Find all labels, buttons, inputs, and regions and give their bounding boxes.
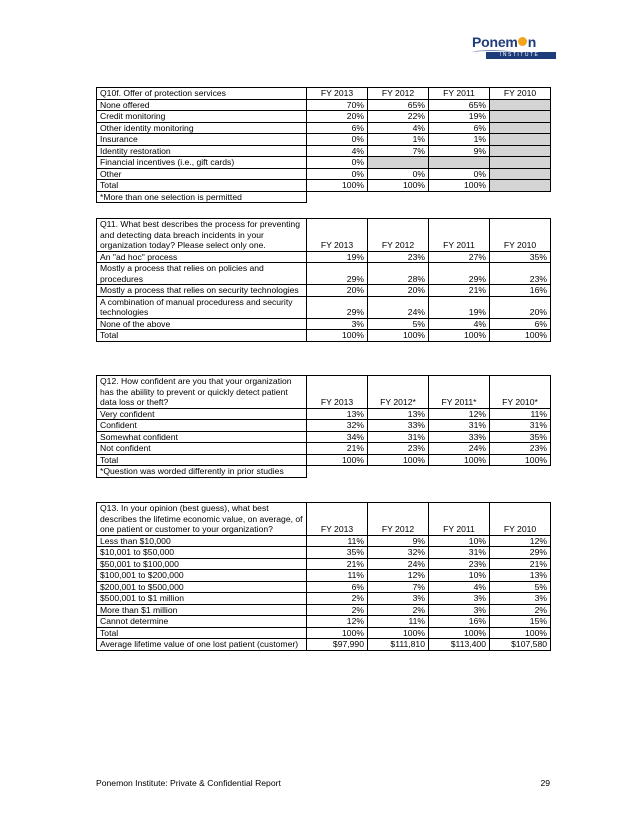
cell: 100%	[429, 180, 490, 192]
cell: 12%	[429, 408, 490, 420]
column-header: FY 2013	[307, 503, 368, 536]
cell: 100%	[490, 330, 551, 342]
cell: 24%	[368, 558, 429, 570]
cell: 20%	[490, 296, 551, 318]
row-label: Other	[97, 168, 307, 180]
cell: 24%	[429, 443, 490, 455]
cell: $107,580	[490, 639, 551, 651]
cell: 24%	[368, 296, 429, 318]
cell: 4%	[429, 318, 490, 330]
cell: 6%	[307, 122, 368, 134]
cell: 20%	[368, 285, 429, 297]
row-label: Total	[97, 180, 307, 192]
cell: 27%	[429, 251, 490, 263]
row-label: $500,001 to $1 million	[97, 593, 307, 605]
cell: 12%	[307, 616, 368, 628]
cell: 32%	[307, 420, 368, 432]
cell	[490, 134, 551, 146]
cell: 29%	[490, 547, 551, 559]
question-text: Q10f. Offer of protection services	[97, 88, 307, 100]
table-header-row	[97, 503, 551, 536]
table-q13	[96, 502, 551, 651]
table-row	[97, 558, 551, 570]
cell: 9%	[368, 535, 429, 547]
column-header: FY 2010	[490, 88, 551, 100]
cell: 20%	[307, 285, 368, 297]
cell: 3%	[429, 593, 490, 605]
cell: 2%	[368, 604, 429, 616]
row-label: Mostly a process that relies on security technologies	[97, 285, 307, 297]
cell: 9%	[429, 145, 490, 157]
cell: 100%	[490, 454, 551, 466]
table-row	[97, 408, 551, 420]
cell: 7%	[368, 145, 429, 157]
question-text: Q11. What best describes the process for preventing and detecting data breach incidents in your organization today? Please select only one.	[97, 219, 307, 252]
cell: 7%	[368, 581, 429, 593]
cell: 0%	[307, 134, 368, 146]
page-number: 29	[540, 778, 550, 788]
cell: 10%	[429, 535, 490, 547]
table-header-row	[97, 219, 551, 252]
table-note: *Question was worded differently in prior studies	[97, 466, 307, 478]
column-header: FY 2010	[490, 219, 551, 252]
cell: 13%	[307, 408, 368, 420]
cell: 70%	[307, 99, 368, 111]
cell: 3%	[307, 318, 368, 330]
row-label: A combination of manual proceduress and security technologies	[97, 296, 307, 318]
cell: 33%	[368, 420, 429, 432]
cell: 12%	[490, 535, 551, 547]
cell: 19%	[307, 251, 368, 263]
table-row	[97, 263, 551, 285]
cell: 100%	[307, 180, 368, 192]
cell: 21%	[490, 558, 551, 570]
cell: 10%	[429, 570, 490, 582]
table-row	[97, 157, 551, 169]
cell: 16%	[490, 285, 551, 297]
cell: 23%	[368, 443, 429, 455]
row-label: Average lifetime value of one lost patient (customer)	[97, 639, 307, 651]
cell: 1%	[368, 134, 429, 146]
column-header: FY 2013	[307, 219, 368, 252]
cell: 5%	[490, 581, 551, 593]
row-label: None offered	[97, 99, 307, 111]
cell: 35%	[490, 251, 551, 263]
cell: 29%	[307, 296, 368, 318]
table-row	[97, 296, 551, 318]
cell: 35%	[490, 431, 551, 443]
cell: 100%	[429, 627, 490, 639]
row-label: Very confident	[97, 408, 307, 420]
column-header: FY 2012	[368, 503, 429, 536]
table-row	[97, 581, 551, 593]
cell: 4%	[429, 581, 490, 593]
cell	[490, 111, 551, 123]
table-row	[97, 570, 551, 582]
cell	[490, 157, 551, 169]
cell: 100%	[307, 627, 368, 639]
cell	[490, 168, 551, 180]
cell: 100%	[490, 627, 551, 639]
cell: 21%	[307, 558, 368, 570]
cell: $111,810	[368, 639, 429, 651]
table-row	[97, 285, 551, 297]
cell: 19%	[429, 111, 490, 123]
row-label: Total	[97, 330, 307, 342]
column-header: FY 2013	[307, 376, 368, 409]
column-header: FY 2010*	[490, 376, 551, 409]
cell: 31%	[429, 547, 490, 559]
table-row	[97, 180, 551, 192]
table-row	[97, 122, 551, 134]
row-label: $100,001 to $200,000	[97, 570, 307, 582]
row-label: Somewhat confident	[97, 431, 307, 443]
table-q10f	[96, 87, 551, 203]
row-label: Not confident	[97, 443, 307, 455]
table-row	[97, 134, 551, 146]
cell: 23%	[490, 263, 551, 285]
cell: 3%	[368, 593, 429, 605]
row-label: Total	[97, 454, 307, 466]
cell: 11%	[490, 408, 551, 420]
cell: 0%	[307, 157, 368, 169]
table-row	[97, 454, 551, 466]
table-row	[97, 111, 551, 123]
row-label: Other identity monitoring	[97, 122, 307, 134]
cell: 16%	[429, 616, 490, 628]
cell: 100%	[429, 454, 490, 466]
cell: 100%	[307, 454, 368, 466]
sun-icon	[518, 37, 527, 46]
cell: 1%	[429, 134, 490, 146]
column-header: FY 2013	[307, 88, 368, 100]
logo-wordmark: Ponem n	[472, 34, 537, 50]
row-label: Cannot determine	[97, 616, 307, 628]
row-label: An "ad hoc" process	[97, 251, 307, 263]
cell: 13%	[368, 408, 429, 420]
row-label: None of the above	[97, 318, 307, 330]
cell: 3%	[429, 604, 490, 616]
cell: 21%	[307, 443, 368, 455]
cell: 31%	[490, 420, 551, 432]
cell	[490, 180, 551, 192]
table-row	[97, 420, 551, 432]
cell: 35%	[307, 547, 368, 559]
cell: $113,400	[429, 639, 490, 651]
table-row	[97, 251, 551, 263]
cell: 28%	[368, 263, 429, 285]
column-header: FY 2012*	[368, 376, 429, 409]
table-header-row	[97, 376, 551, 409]
table-row	[97, 318, 551, 330]
table-row	[97, 431, 551, 443]
cell	[490, 145, 551, 157]
table-row	[97, 168, 551, 180]
cell: 34%	[307, 431, 368, 443]
row-label: $10,001 to $50,000	[97, 547, 307, 559]
cell: 6%	[429, 122, 490, 134]
table-q12	[96, 375, 551, 478]
cell: 11%	[307, 535, 368, 547]
column-header: FY 2010	[490, 503, 551, 536]
row-label: Total	[97, 627, 307, 639]
column-header: FY 2011*	[429, 376, 490, 409]
table-row	[97, 593, 551, 605]
cell: 15%	[490, 616, 551, 628]
column-header: FY 2011	[429, 88, 490, 100]
row-label: Identity restoration	[97, 145, 307, 157]
question-text: Q12. How confident are you that your organization has the abiility to prevent or quickly detect patient data loss or theft?	[97, 376, 307, 409]
table-q11	[96, 218, 551, 342]
footer-report-title: Ponemon Institute: Private & Confidential Report	[96, 778, 281, 788]
cell: 13%	[490, 570, 551, 582]
row-label: Less than $10,000	[97, 535, 307, 547]
cell: 19%	[429, 296, 490, 318]
table-row	[97, 145, 551, 157]
table-row	[97, 604, 551, 616]
column-header: FY 2011	[429, 219, 490, 252]
table-row	[97, 330, 551, 342]
row-label: $200,001 to $500,000	[97, 581, 307, 593]
cell: 29%	[307, 263, 368, 285]
row-label: Confident	[97, 420, 307, 432]
logo-tagline: INSTITUTE	[500, 52, 540, 58]
cell: 3%	[490, 593, 551, 605]
table-row	[97, 535, 551, 547]
table-row	[97, 547, 551, 559]
table-row	[97, 639, 551, 651]
cell: 100%	[307, 330, 368, 342]
cell: 12%	[368, 570, 429, 582]
cell: 2%	[490, 604, 551, 616]
table-row	[97, 616, 551, 628]
note-row	[97, 191, 551, 203]
cell: 33%	[429, 431, 490, 443]
cell: 100%	[368, 454, 429, 466]
cell	[490, 122, 551, 134]
cell: 32%	[368, 547, 429, 559]
row-label: Financial incentives (i.e., gift cards)	[97, 157, 307, 169]
cell: 2%	[307, 593, 368, 605]
cell: 20%	[307, 111, 368, 123]
column-header: FY 2012	[368, 88, 429, 100]
cell: $97,990	[307, 639, 368, 651]
table-row	[97, 443, 551, 455]
column-header: FY 2012	[368, 219, 429, 252]
cell: 4%	[307, 145, 368, 157]
cell: 31%	[429, 420, 490, 432]
row-label: Insurance	[97, 134, 307, 146]
cell: 6%	[490, 318, 551, 330]
cell: 4%	[368, 122, 429, 134]
cell: 11%	[307, 570, 368, 582]
column-header: FY 2011	[429, 503, 490, 536]
cell: 31%	[368, 431, 429, 443]
cell	[368, 157, 429, 169]
question-text: Q13. In your opinion (best guess), what best describes the lifetime economic value, on average, of one patient or customer to your organization?	[97, 503, 307, 536]
cell: 22%	[368, 111, 429, 123]
row-label: Mostly a process that relies on policies and procedures	[97, 263, 307, 285]
ponemon-logo	[462, 34, 558, 64]
cell: 65%	[368, 99, 429, 111]
cell: 29%	[429, 263, 490, 285]
note-row	[97, 466, 551, 478]
table-row	[97, 99, 551, 111]
cell: 2%	[307, 604, 368, 616]
cell	[490, 99, 551, 111]
table-row	[97, 627, 551, 639]
row-label: $50,001 to $100,000	[97, 558, 307, 570]
cell: 23%	[490, 443, 551, 455]
cell: 23%	[368, 251, 429, 263]
row-label: Credit monitoring	[97, 111, 307, 123]
cell: 0%	[307, 168, 368, 180]
cell: 65%	[429, 99, 490, 111]
cell: 100%	[368, 180, 429, 192]
cell: 21%	[429, 285, 490, 297]
cell: 23%	[429, 558, 490, 570]
cell: 6%	[307, 581, 368, 593]
table-note: *More than one selection is permitted	[97, 191, 307, 203]
cell: 0%	[368, 168, 429, 180]
table-header-row	[97, 88, 551, 100]
row-label: More than $1 million	[97, 604, 307, 616]
cell: 11%	[368, 616, 429, 628]
cell: 0%	[429, 168, 490, 180]
cell	[429, 157, 490, 169]
cell: 100%	[429, 330, 490, 342]
cell: 100%	[368, 627, 429, 639]
cell: 5%	[368, 318, 429, 330]
cell: 100%	[368, 330, 429, 342]
